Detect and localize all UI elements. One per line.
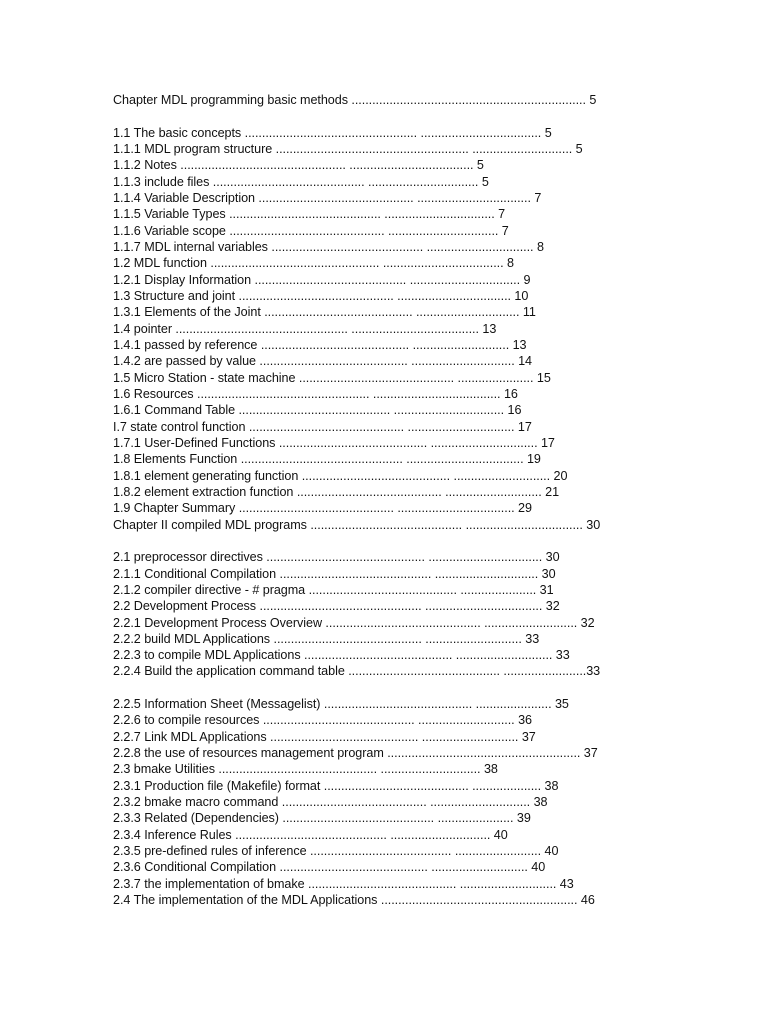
toc-entry: 2.2.2 build MDL Applications ........................................... ............................ 33: [113, 631, 540, 646]
toc-entry: 2.3.4 Inference Rules ............................................ ............................. 40: [113, 827, 508, 842]
toc-entry: 2.2 Development Process ............................................... .................................. 32: [113, 599, 560, 614]
toc-entry: 1.1.5 Variable Types ............................................ ................................ 7: [113, 207, 506, 222]
toc-entry: 2.1 preprocessor directives .............................................. ................................. 30: [113, 550, 560, 565]
toc-entry: Chapter II compiled MDL programs ............................................ .................................. 30: [113, 517, 601, 532]
toc-entry: 1.7.1 User-Defined Functions ........................................... ............................... 17: [113, 435, 555, 450]
toc-entry: 1.6 Resources .................................................. ..................................... 16: [113, 386, 518, 401]
toc-entry: 2.3 bmake Utilities .............................................. ............................. 38: [113, 762, 498, 777]
toc-entry: 1.5 Micro Station - state machine ............................................. ...................... 15: [113, 370, 551, 385]
toc-spacer: [113, 680, 658, 696]
toc-entry: 2.2.5 Information Sheet (Messagelist) ........................................... ...................... 35: [113, 697, 569, 712]
toc-entry: 1.2.1 Display Information ............................................ ................................ 9: [113, 272, 531, 287]
toc-entry: 1.4.2 are passed by value ........................................... .............................. 14: [113, 354, 533, 369]
toc-entry: 1.8.2 element extraction function .......................................... ............................ 21: [113, 484, 560, 499]
toc-entry: 2.4 The implementation of the MDL Applications ......................................................... 46: [113, 893, 595, 908]
toc-entry: 1.8 Elements Function ............................................... .................................. 19: [113, 452, 541, 467]
table-of-contents: [113, 92, 658, 908]
toc-entry: 1.6.1 Command Table ............................................ ................................ 16: [113, 403, 522, 418]
toc-entry: 2.2.1 Development Process Overview ............................................. ........................... 32: [113, 615, 595, 630]
toc-entry: 1.8.1 element generating function ........................................... ............................ 20: [113, 468, 568, 483]
toc-entry: 2.2.4 Build the application command table ............................................ ........................33: [113, 664, 601, 679]
toc-entry: 1.9 Chapter Summary ............................................. .................................. 29: [113, 501, 532, 516]
toc-entry: 2.3.3 Related (Dependencies) ............................................ ...................... 39: [113, 811, 531, 826]
toc-entry: 2.3.7 the implementation of bmake ........................................... ............................ 43: [113, 876, 574, 891]
toc-spacer: [113, 108, 658, 124]
toc-entry: 1.3.1 Elements of the Joint ........................................... .............................. 11: [113, 305, 536, 320]
toc-entry: 1.4.1 passed by reference ........................................... ............................ 13: [113, 337, 527, 352]
toc-entry: 2.2.8 the use of resources management program ........................................................ 37: [113, 746, 598, 761]
toc-entry: 1.1.6 Variable scope ............................................. ................................ 7: [113, 223, 509, 238]
toc-entry: 2.3.2 bmake macro command .......................................... ............................. 38: [113, 795, 548, 810]
toc-entry: 2.1.2 compiler directive - # pragma ........................................... ...................... 31: [113, 582, 554, 597]
toc-entry: 1.1.3 include files ............................................ ................................ 5: [113, 174, 489, 189]
toc-spacer: [113, 533, 658, 549]
toc-entry: 1.1.2 Notes ................................................ .................................... 5: [113, 158, 484, 173]
toc-entry: 2.3.5 pre-defined rules of inference ......................................... ......................... 40: [113, 844, 559, 859]
toc-entry: Chapter MDL programming basic methods .................................................................... 5: [113, 93, 597, 107]
toc-entry: 2.1.1 Conditional Compilation ............................................ .............................. 30: [113, 566, 556, 581]
toc-entry: 1.2 MDL function ................................................. ................................... 8: [113, 256, 514, 271]
toc-entry: I.7 state control function ............................................. ............................... 17: [113, 419, 532, 434]
toc-entry: 1.1 The basic concepts .................................................. ................................... 5: [113, 125, 552, 140]
toc-entry: 1.1.4 Variable Description ............................................. ................................. 7: [113, 190, 542, 205]
toc-entry: 1.1.1 MDL program structure ........................................................ ............................. 5: [113, 141, 583, 156]
toc-entry: 2.3.1 Production file (Makefile) format .......................................... .................... 38: [113, 778, 559, 793]
toc-entry: 2.2.7 Link MDL Applications ........................................... ............................ 37: [113, 729, 536, 744]
toc-entry: 2.3.6 Conditional Compilation ........................................... ............................ 40: [113, 860, 546, 875]
toc-entry: 2.2.6 to compile resources ............................................ ............................ 36: [113, 713, 532, 728]
toc-entry: 1.4 pointer .................................................. ..................................... 13: [113, 321, 497, 336]
toc-entry: 1.3 Structure and joint ............................................. ................................. 10: [113, 288, 529, 303]
toc-entry: 2.2.3 to compile MDL Applications ........................................... ............................ 33: [113, 648, 570, 663]
toc-entry: 1.1.7 MDL internal variables ............................................ ............................... 8: [113, 239, 544, 254]
